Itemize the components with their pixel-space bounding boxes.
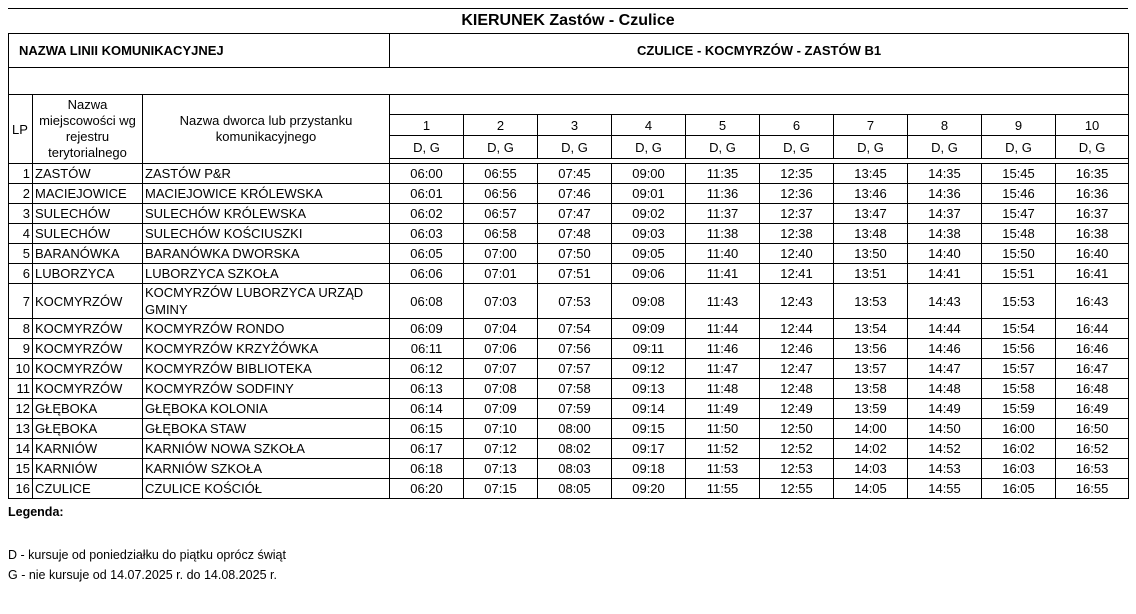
- locality-name: KOCMYRZÓW: [33, 339, 143, 359]
- departure-time: 14:05: [834, 479, 908, 499]
- departure-time: 16:03: [982, 459, 1056, 479]
- legend-title: Legenda:: [8, 505, 64, 519]
- locality-name: KARNIÓW: [33, 459, 143, 479]
- row-number: 11: [9, 379, 33, 399]
- departure-time: 11:43: [686, 284, 760, 319]
- departure-time: 11:41: [686, 264, 760, 284]
- course-number: 6: [760, 115, 834, 136]
- row-number: 8: [9, 319, 33, 339]
- departure-time: 13:58: [834, 379, 908, 399]
- departure-time: 07:15: [464, 479, 538, 499]
- departure-time: 13:56: [834, 339, 908, 359]
- departure-time: 07:53: [538, 284, 612, 319]
- table-row: [9, 359, 1129, 379]
- departure-time: 09:15: [612, 419, 686, 439]
- departure-time: 13:51: [834, 264, 908, 284]
- departure-time: 16:52: [1056, 439, 1129, 459]
- departure-time: 15:54: [982, 319, 1056, 339]
- departure-time: 15:46: [982, 184, 1056, 204]
- departure-time: 07:13: [464, 459, 538, 479]
- departure-time: 13:59: [834, 399, 908, 419]
- departure-time: 15:57: [982, 359, 1056, 379]
- departure-time: 09:13: [612, 379, 686, 399]
- locality-name: KOCMYRZÓW: [33, 319, 143, 339]
- departure-time: 11:36: [686, 184, 760, 204]
- departure-time: 07:08: [464, 379, 538, 399]
- course-days: D, G: [686, 136, 760, 159]
- departure-time: 15:45: [982, 164, 1056, 184]
- direction-heading: KIERUNEK Zastów - Czulice: [8, 8, 1128, 33]
- table-row: [9, 459, 1129, 479]
- departure-time: 11:38: [686, 224, 760, 244]
- course-days: D, G: [760, 136, 834, 159]
- departure-time: 07:48: [538, 224, 612, 244]
- departure-time: 11:55: [686, 479, 760, 499]
- departure-time: 07:06: [464, 339, 538, 359]
- departure-time: 06:14: [390, 399, 464, 419]
- stop-name: LUBORZYCA SZKOŁA: [143, 264, 390, 284]
- departure-time: 07:45: [538, 164, 612, 184]
- departure-time: 14:49: [908, 399, 982, 419]
- departure-time: 09:12: [612, 359, 686, 379]
- departure-time: 07:51: [538, 264, 612, 284]
- departure-time: 16:46: [1056, 339, 1129, 359]
- departure-time: 11:47: [686, 359, 760, 379]
- table-row: [9, 284, 1129, 319]
- departure-time: 14:03: [834, 459, 908, 479]
- departure-time: 08:03: [538, 459, 612, 479]
- row-number: 7: [9, 284, 33, 319]
- locality-name: BARANÓWKA: [33, 244, 143, 264]
- stop-name: KOCMYRZÓW BIBLIOTEKA: [143, 359, 390, 379]
- stop-name: CZULICE KOŚCIÓŁ: [143, 479, 390, 499]
- departure-time: 06:56: [464, 184, 538, 204]
- departure-time: 06:00: [390, 164, 464, 184]
- courses-header-blank: [390, 95, 1129, 115]
- departure-time: 12:43: [760, 284, 834, 319]
- departure-time: 12:55: [760, 479, 834, 499]
- table-row: [9, 419, 1129, 439]
- departure-time: 13:50: [834, 244, 908, 264]
- departure-time: 11:46: [686, 339, 760, 359]
- departure-time: 14:37: [908, 204, 982, 224]
- departure-time: 06:09: [390, 319, 464, 339]
- departure-time: 15:51: [982, 264, 1056, 284]
- departure-time: 06:20: [390, 479, 464, 499]
- departure-time: 14:43: [908, 284, 982, 319]
- table-row: [9, 184, 1129, 204]
- line-label: NAZWA LINII KOMUNIKACYJNEJ: [9, 34, 390, 68]
- departure-time: 11:53: [686, 459, 760, 479]
- departure-time: 16:49: [1056, 399, 1129, 419]
- departure-time: 09:20: [612, 479, 686, 499]
- departure-time: 06:58: [464, 224, 538, 244]
- departure-time: 15:53: [982, 284, 1056, 319]
- departure-time: 07:07: [464, 359, 538, 379]
- table-row: [9, 224, 1129, 244]
- departure-time: 12:47: [760, 359, 834, 379]
- departure-time: 14:48: [908, 379, 982, 399]
- stop-name: KARNIÓW NOWA SZKOŁA: [143, 439, 390, 459]
- row-number: 12: [9, 399, 33, 419]
- departure-time: 06:57: [464, 204, 538, 224]
- course-number: 10: [1056, 115, 1129, 136]
- table-row: [9, 339, 1129, 359]
- table-row: [9, 439, 1129, 459]
- departure-time: 07:12: [464, 439, 538, 459]
- departure-time: 12:38: [760, 224, 834, 244]
- departure-time: 12:36: [760, 184, 834, 204]
- departure-time: 09:00: [612, 164, 686, 184]
- locality-header: Nazwa miejscowości wg rejestru terytorialnego: [33, 95, 143, 164]
- departure-time: 16:00: [982, 419, 1056, 439]
- departure-time: 11:35: [686, 164, 760, 184]
- departure-time: 15:50: [982, 244, 1056, 264]
- departure-time: 12:41: [760, 264, 834, 284]
- departure-time: 11:49: [686, 399, 760, 419]
- spacer-row: [9, 68, 1129, 95]
- departure-time: 06:11: [390, 339, 464, 359]
- stop-name: KARNIÓW SZKOŁA: [143, 459, 390, 479]
- departure-time: 14:50: [908, 419, 982, 439]
- departure-time: 09:14: [612, 399, 686, 419]
- departure-time: 12:46: [760, 339, 834, 359]
- table-row: [9, 204, 1129, 224]
- departure-time: 06:55: [464, 164, 538, 184]
- departure-time: 06:15: [390, 419, 464, 439]
- departure-time: 07:46: [538, 184, 612, 204]
- departure-time: 16:53: [1056, 459, 1129, 479]
- departure-time: 13:47: [834, 204, 908, 224]
- departure-time: 08:00: [538, 419, 612, 439]
- departure-time: 12:35: [760, 164, 834, 184]
- departure-time: 15:58: [982, 379, 1056, 399]
- departure-time: 12:50: [760, 419, 834, 439]
- departure-time: 09:11: [612, 339, 686, 359]
- legend-item-g: G - nie kursuje od 14.07.2025 r. do 14.08.2025 r.: [8, 568, 277, 582]
- departure-time: 07:03: [464, 284, 538, 319]
- stop-name: SULECHÓW KOŚCIUSZKI: [143, 224, 390, 244]
- stop-name: MACIEJOWICE KRÓLEWSKA: [143, 184, 390, 204]
- stop-name: BARANÓWKA DWORSKA: [143, 244, 390, 264]
- departure-time: 12:52: [760, 439, 834, 459]
- departure-time: 06:13: [390, 379, 464, 399]
- departure-time: 09:03: [612, 224, 686, 244]
- departure-time: 09:17: [612, 439, 686, 459]
- course-number: 2: [464, 115, 538, 136]
- stop-name: ZASTÓW P&R: [143, 164, 390, 184]
- departure-time: 11:37: [686, 204, 760, 224]
- timetable-page: [8, 8, 1128, 585]
- departure-time: 07:56: [538, 339, 612, 359]
- locality-name: KOCMYRZÓW: [33, 379, 143, 399]
- departure-time: 16:37: [1056, 204, 1129, 224]
- departure-time: 07:00: [464, 244, 538, 264]
- departure-time: 12:49: [760, 399, 834, 419]
- departure-time: 13:48: [834, 224, 908, 244]
- departure-time: 14:44: [908, 319, 982, 339]
- course-number: 8: [908, 115, 982, 136]
- departure-time: 12:40: [760, 244, 834, 264]
- course-days: D, G: [982, 136, 1056, 159]
- table-row: [9, 319, 1129, 339]
- departure-time: 12:37: [760, 204, 834, 224]
- locality-name: SULECHÓW: [33, 224, 143, 244]
- departure-time: 11:52: [686, 439, 760, 459]
- departure-time: 08:02: [538, 439, 612, 459]
- row-number: 10: [9, 359, 33, 379]
- departure-time: 16:36: [1056, 184, 1129, 204]
- course-number: 9: [982, 115, 1056, 136]
- stop-name: GŁĘBOKA STAW: [143, 419, 390, 439]
- departure-time: 11:40: [686, 244, 760, 264]
- departure-time: 16:48: [1056, 379, 1129, 399]
- locality-name: SULECHÓW: [33, 204, 143, 224]
- departure-time: 09:06: [612, 264, 686, 284]
- departure-time: 06:03: [390, 224, 464, 244]
- departure-time: 07:58: [538, 379, 612, 399]
- departure-time: 07:50: [538, 244, 612, 264]
- departure-time: 07:04: [464, 319, 538, 339]
- departure-time: 16:35: [1056, 164, 1129, 184]
- departure-time: 06:02: [390, 204, 464, 224]
- course-days: D, G: [834, 136, 908, 159]
- stop-name: KOCMYRZÓW RONDO: [143, 319, 390, 339]
- departure-time: 07:54: [538, 319, 612, 339]
- table-row: [9, 479, 1129, 499]
- departure-time: 09:09: [612, 319, 686, 339]
- course-days: D, G: [538, 136, 612, 159]
- departure-time: 06:17: [390, 439, 464, 459]
- stop-name: KOCMYRZÓW SODFINY: [143, 379, 390, 399]
- row-number: 5: [9, 244, 33, 264]
- departure-time: 14:38: [908, 224, 982, 244]
- departure-time: 13:53: [834, 284, 908, 319]
- legend: [8, 505, 1128, 585]
- departure-time: 06:06: [390, 264, 464, 284]
- locality-name: MACIEJOWICE: [33, 184, 143, 204]
- course-number: 3: [538, 115, 612, 136]
- course-number: 7: [834, 115, 908, 136]
- locality-name: KARNIÓW: [33, 439, 143, 459]
- departure-time: 07:59: [538, 399, 612, 419]
- row-number: 14: [9, 439, 33, 459]
- departure-time: 16:38: [1056, 224, 1129, 244]
- departure-time: 08:05: [538, 479, 612, 499]
- course-days: D, G: [908, 136, 982, 159]
- departure-time: 16:43: [1056, 284, 1129, 319]
- departure-time: 15:56: [982, 339, 1056, 359]
- departure-time: 09:18: [612, 459, 686, 479]
- table-row: [9, 264, 1129, 284]
- line-name: CZULICE - KOCMYRZÓW - ZASTÓW B1: [390, 34, 1129, 68]
- locality-name: GŁĘBOKA: [33, 399, 143, 419]
- lp-header: LP: [9, 95, 33, 164]
- departure-time: 06:05: [390, 244, 464, 264]
- locality-name: LUBORZYCA: [33, 264, 143, 284]
- row-number: 4: [9, 224, 33, 244]
- departure-time: 13:57: [834, 359, 908, 379]
- timetable: [8, 33, 1129, 499]
- row-number: 2: [9, 184, 33, 204]
- table-row: [9, 399, 1129, 419]
- departure-time: 15:48: [982, 224, 1056, 244]
- departure-time: 15:47: [982, 204, 1056, 224]
- row-number: 9: [9, 339, 33, 359]
- departure-time: 07:10: [464, 419, 538, 439]
- departure-time: 11:44: [686, 319, 760, 339]
- departure-time: 11:48: [686, 379, 760, 399]
- row-number: 15: [9, 459, 33, 479]
- departure-time: 11:50: [686, 419, 760, 439]
- table-row: [9, 244, 1129, 264]
- locality-name: ZASTÓW: [33, 164, 143, 184]
- row-number: 6: [9, 264, 33, 284]
- course-days: D, G: [464, 136, 538, 159]
- row-number: 3: [9, 204, 33, 224]
- departure-time: 06:08: [390, 284, 464, 319]
- departure-time: 09:05: [612, 244, 686, 264]
- departure-time: 16:40: [1056, 244, 1129, 264]
- departure-time: 13:54: [834, 319, 908, 339]
- departure-time: 12:44: [760, 319, 834, 339]
- departure-time: 06:01: [390, 184, 464, 204]
- departure-time: 13:46: [834, 184, 908, 204]
- departure-time: 14:02: [834, 439, 908, 459]
- course-days: D, G: [1056, 136, 1129, 159]
- row-number: 13: [9, 419, 33, 439]
- departure-time: 14:47: [908, 359, 982, 379]
- table-row: [9, 164, 1129, 184]
- departure-time: 12:53: [760, 459, 834, 479]
- locality-name: CZULICE: [33, 479, 143, 499]
- departure-time: 14:52: [908, 439, 982, 459]
- departure-time: 09:02: [612, 204, 686, 224]
- departure-time: 12:48: [760, 379, 834, 399]
- departure-time: 14:00: [834, 419, 908, 439]
- departure-time: 14:35: [908, 164, 982, 184]
- course-days: D, G: [390, 136, 464, 159]
- departure-time: 07:57: [538, 359, 612, 379]
- course-number: 1: [390, 115, 464, 136]
- departure-time: 14:36: [908, 184, 982, 204]
- locality-name: KOCMYRZÓW: [33, 284, 143, 319]
- stop-name: KOCMYRZÓW LUBORZYCA URZĄD GMINY: [143, 284, 390, 319]
- legend-item-d: D - kursuje od poniedziałku do piątku oprócz świąt: [8, 548, 286, 562]
- departure-time: 07:09: [464, 399, 538, 419]
- departure-time: 16:50: [1056, 419, 1129, 439]
- departure-time: 13:45: [834, 164, 908, 184]
- departure-time: 16:47: [1056, 359, 1129, 379]
- departure-time: 16:02: [982, 439, 1056, 459]
- departure-time: 06:18: [390, 459, 464, 479]
- locality-name: GŁĘBOKA: [33, 419, 143, 439]
- row-number: 16: [9, 479, 33, 499]
- row-number: 1: [9, 164, 33, 184]
- stop-name: GŁĘBOKA KOLONIA: [143, 399, 390, 419]
- departure-time: 14:41: [908, 264, 982, 284]
- departure-time: 14:40: [908, 244, 982, 264]
- departure-time: 14:53: [908, 459, 982, 479]
- departure-time: 14:55: [908, 479, 982, 499]
- departure-time: 16:55: [1056, 479, 1129, 499]
- course-number: 5: [686, 115, 760, 136]
- departure-time: 07:01: [464, 264, 538, 284]
- locality-name: KOCMYRZÓW: [33, 359, 143, 379]
- departure-time: 15:59: [982, 399, 1056, 419]
- stop-name: SULECHÓW KRÓLEWSKA: [143, 204, 390, 224]
- course-number: 4: [612, 115, 686, 136]
- departure-time: 09:01: [612, 184, 686, 204]
- departure-time: 16:05: [982, 479, 1056, 499]
- departure-time: 07:47: [538, 204, 612, 224]
- stop-name: KOCMYRZÓW KRZYŻÓWKA: [143, 339, 390, 359]
- course-days: D, G: [612, 136, 686, 159]
- departure-time: 16:41: [1056, 264, 1129, 284]
- departure-time: 16:44: [1056, 319, 1129, 339]
- departure-time: 06:12: [390, 359, 464, 379]
- stop-header: Nazwa dworca lub przystanku komunikacyjnego: [143, 95, 390, 164]
- departure-time: 14:46: [908, 339, 982, 359]
- table-row: [9, 379, 1129, 399]
- departure-time: 09:08: [612, 284, 686, 319]
